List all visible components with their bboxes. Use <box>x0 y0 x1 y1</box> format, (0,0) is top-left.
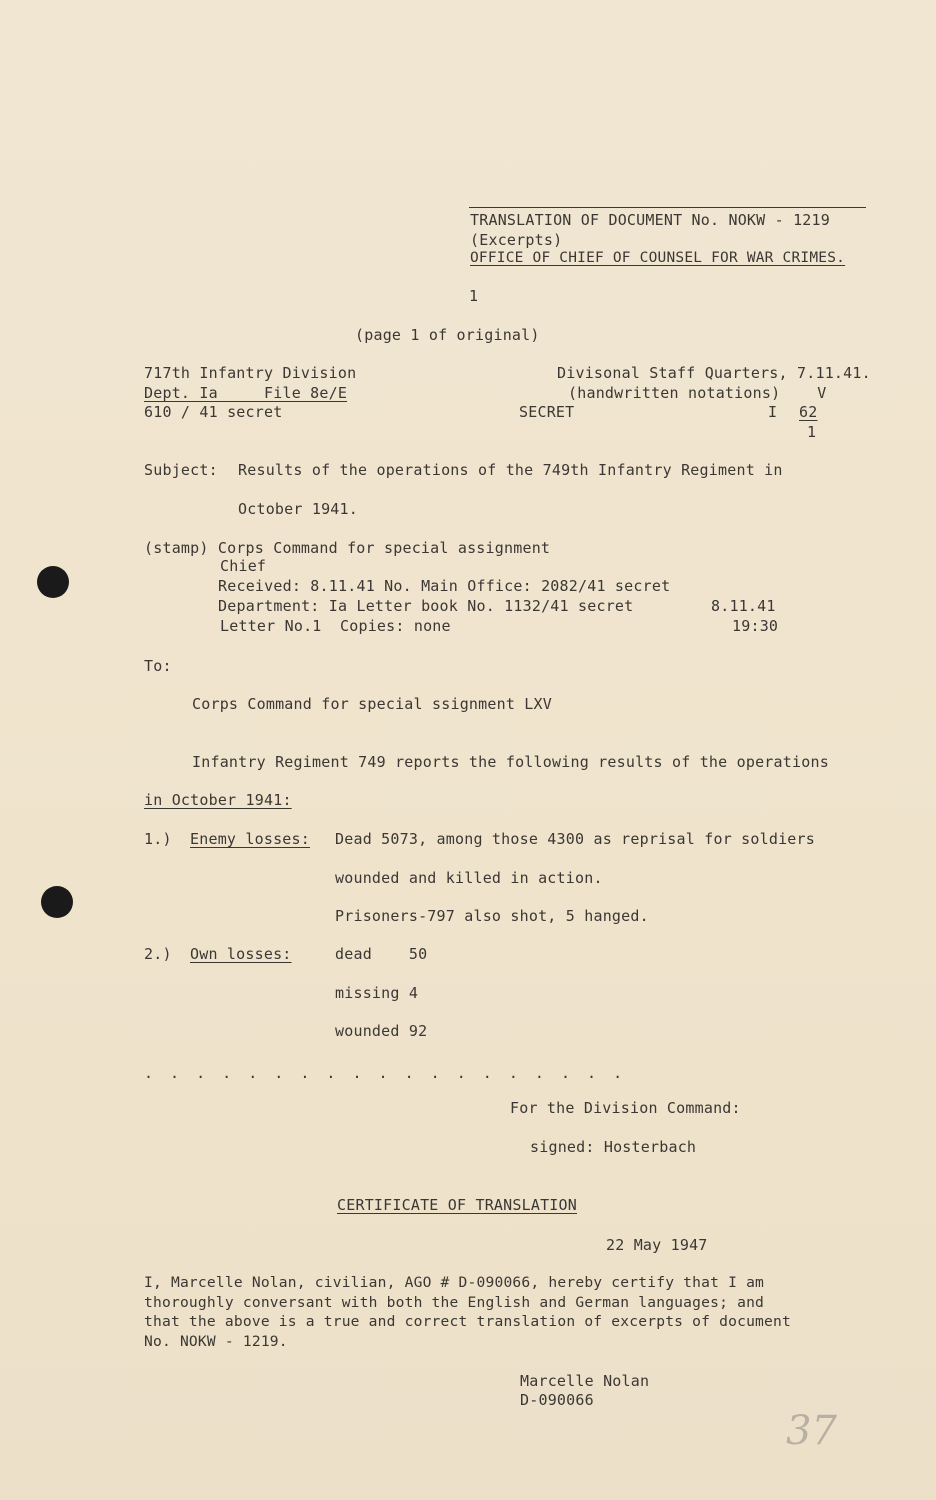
certificate-date: 22 May 1947 <box>606 1236 708 1254</box>
staff-quarters-date: Divisonal Staff Quarters, 7.11.41. <box>557 364 871 382</box>
item-2-number: 2.) <box>144 945 172 963</box>
certificate-title: CERTIFICATE OF TRANSLATION <box>337 1196 577 1214</box>
translator-name: Marcelle Nolan <box>520 1372 650 1390</box>
recipient: Corps Command for special ssignment LXV <box>192 695 552 713</box>
intro-line-1: Infantry Regiment 749 reports the following results of the operations <box>192 753 829 771</box>
pencil-page-number: 37 <box>786 1408 837 1454</box>
to-label: To: <box>144 657 172 675</box>
intro-line-2: in October 1941: <box>144 791 292 809</box>
omission-dots: . . . . . . . . . . . . . . . . . . . <box>144 1064 627 1082</box>
item-2-line-2: missing 4 <box>335 984 419 1002</box>
handwritten-notations: (handwritten notations) V <box>568 384 827 402</box>
division-name: 717th Infantry Division <box>144 364 357 382</box>
stamp-line-5: Letter No.1 Copies: none <box>220 617 451 635</box>
certificate-para-1: I, Marcelle Nolan, civilian, AGO # D-090066, hereby certify that I am <box>144 1274 765 1291</box>
office-line: OFFICE OF CHIEF OF COUNSEL FOR WAR CRIMES. <box>470 250 846 266</box>
translator-id: D-090066 <box>520 1391 594 1409</box>
stamp-line-3: Received: 8.11.41 No. Main Office: 2082/41 secret <box>218 577 671 595</box>
certificate-para-4: No. NOKW - 1219. <box>144 1333 288 1350</box>
subject-line-1: Results of the operations of the 749th Infantry Regiment in <box>238 461 783 479</box>
notation-number-bottom: 1 <box>807 423 817 441</box>
stamp-line-2: Chief <box>220 557 267 575</box>
item-1-label: Enemy losses: <box>190 830 310 848</box>
item-2-label: Own losses: <box>190 945 292 963</box>
page-number: 1 <box>469 287 479 305</box>
notation-mark: I <box>768 403 778 421</box>
subject-line-2: October 1941. <box>238 500 358 518</box>
notation-number-top: 62 <box>799 403 818 421</box>
page-of-original: (page 1 of original) <box>355 326 540 344</box>
certificate-para-3: that the above is a true and correct translation of excerpts of document <box>144 1313 792 1330</box>
item-1-number: 1.) <box>144 830 172 848</box>
translation-title: TRANSLATION OF DOCUMENT No. NOKW - 1219 <box>470 211 830 229</box>
secret-label: SECRET <box>519 403 575 421</box>
dept-file: Dept. Ia File 8e/E <box>144 384 348 402</box>
header-top-rule <box>469 207 866 208</box>
subject-label: Subject: <box>144 461 218 479</box>
excerpts-label: (Excerpts) <box>470 231 563 249</box>
stamp-time: 19:30 <box>732 617 779 635</box>
item-2-line-3: wounded 92 <box>335 1022 428 1040</box>
item-1-line-3: Prisoners-797 also shot, 5 hanged. <box>335 907 649 925</box>
item-1-line-2: wounded and killed in action. <box>335 869 603 887</box>
signoff-line-1: For the Division Command: <box>510 1099 741 1117</box>
item-2-line-1: dead 50 <box>335 945 428 963</box>
stamp-date: 8.11.41 <box>711 597 776 615</box>
punch-hole-top <box>37 566 69 598</box>
signoff-line-2: signed: Hosterbach <box>530 1138 697 1156</box>
certificate-para-2: thoroughly conversant with both the English and German languages; and <box>144 1294 765 1311</box>
punch-hole-bottom <box>41 886 73 918</box>
reference-number: 610 / 41 secret <box>144 403 283 421</box>
item-1-line-1: Dead 5073, among those 4300 as reprisal for soldiers <box>335 830 815 848</box>
stamp-line-4: Department: Ia Letter book No. 1132/41 secret <box>218 597 634 615</box>
stamp-line-1: (stamp) Corps Command for special assignment <box>144 539 551 557</box>
